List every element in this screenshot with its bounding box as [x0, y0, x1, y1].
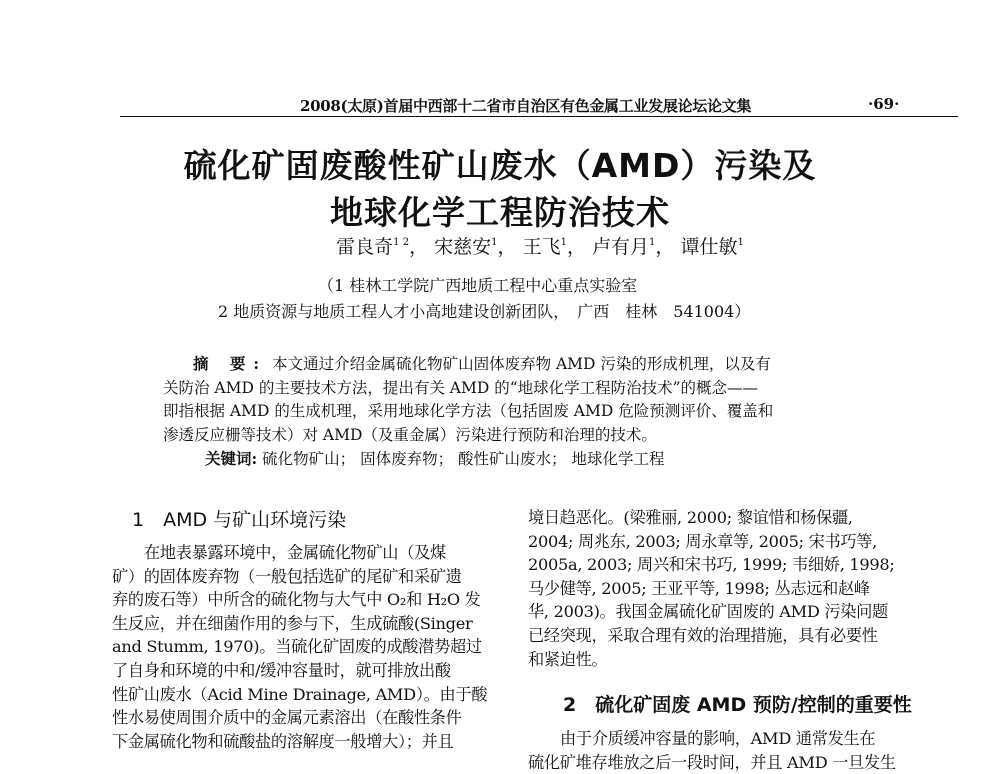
author-name: 宋慈安 — [434, 236, 492, 258]
right-column-body — [528, 506, 928, 671]
author-affil-mark: 1 — [491, 237, 498, 248]
body-line: 马少健等, 2005; 王亚平等, 1998; 丛志远和赵峰 — [528, 578, 870, 598]
body-line: 华, 2003)。我国金属硫化矿固废的 AMD 污染问题 — [528, 602, 888, 622]
body-line: 了自身和环境的中和/缓冲容量时，就可排放出酸 — [112, 660, 451, 680]
body-line: 矿）的固体废弃物（一般包括选矿的尾矿和采矿遗 — [112, 566, 462, 586]
body-line: 2004; 周兆东, 2003; 周永章等, 2005; 宋书巧等, — [528, 531, 877, 551]
section-2-body — [528, 727, 928, 774]
author-list: 雷良奇$^{1 2}$， 宋慈安$^1$， 王飞$^1$， 卢有月$^1$， 谭仕敏$^1$ — [336, 236, 744, 258]
keywords-label: 关键词: — [205, 449, 258, 468]
body-line: 已经突现，采取合理有效的治理措施，具有必要性 — [528, 625, 878, 645]
section-1-heading: 1 AMD 与矿山环境污染 — [132, 509, 347, 531]
author-name: 雷良奇 — [336, 236, 394, 258]
section-1-body — [112, 541, 497, 753]
author-name: 卢有月 — [592, 236, 650, 258]
body-line: 性矿山废水（Acid Mine Drainage, AMD）。由于酸 — [112, 684, 488, 704]
body-line: 性水易使周围介质中的金属元素溶出（在酸性条件 — [112, 708, 462, 728]
abstract-line: 即指根据 AMD 的生成机理，采用地球化学方法（包括固废 AMD 危险预测评价、覆盖和 — [163, 402, 774, 420]
body-line: and Stumm, 1970)。当硫化矿固废的成酸潜势超过 — [112, 637, 482, 657]
affiliation-line-2: 2 地质资源与地质工程人才小高地建设创新团队， 广西 桂林 541004） — [218, 302, 751, 321]
author-affil-mark: 1 — [649, 237, 656, 248]
abstract-line — [163, 352, 853, 377]
paper-title-line-1: 硫化矿固废酸性矿山废水（AMD）污染及 — [183, 146, 817, 185]
author-affil-mark: 1 2 — [393, 237, 410, 248]
keywords-text: 硫化物矿山； 固体废弃物； 酸性矿山废水； 地球化学工程 — [262, 450, 665, 468]
running-header: 2008(太原)首届中西部十二省市自治区有色金属工业发展论坛论文集 — [300, 97, 752, 115]
paper-title-line-2: 地球化学工程防治技术 — [330, 193, 670, 232]
abstract-line: 关防治 AMD 的主要技术方法，提出有关 AMD 的“地球化学工程防治技术”的概念—— — [163, 378, 759, 397]
body-line: 生反应，并在细菌作用的参与下，生成硫酸(Singer — [112, 613, 473, 633]
affiliation-line-1: （1 桂林工学院广西地质工程中心重点实验室 — [318, 276, 638, 295]
author-name: 王飞 — [522, 236, 561, 258]
body-line: 下金属硫化物和硫酸盐的溶解度一般增大）；并且 — [112, 731, 454, 751]
body-line: 硫化矿堆存堆放之后一段时间，并且 AMD 一旦发生 — [528, 752, 896, 772]
abstract-label: 摘 要: — [193, 354, 268, 373]
author-name: 谭仕敏 — [680, 236, 738, 258]
body-line: 在地表暴露环境中，金属硫化物矿山（及煤 — [144, 543, 446, 562]
body-line: 由于介质缓冲容量的影响，AMD 通常发生在 — [560, 729, 876, 748]
author-affil-mark: 1 — [560, 237, 567, 248]
keywords-line — [163, 447, 853, 472]
body-line: 境日趋恶化。(梁雅丽, 2000; 黎谊惜和杨保疆, — [528, 508, 853, 527]
body-line: 弃的废石等）中所含的硫化物与大气中 O₂和 H₂O 发 — [112, 590, 481, 610]
author-affil-mark: 1 — [737, 237, 744, 248]
section-2-heading: 2 硫化矿固废 AMD 预防/控制的重要性 — [563, 694, 912, 716]
body-line: 和紧迫性。 — [528, 649, 608, 669]
abstract-line: 渗透反应栅等技术）对 AMD（及重金属）污染进行预防和治理的技术。 — [163, 425, 657, 444]
header-rule — [120, 116, 958, 117]
abstract-text: 本文通过介绍金属硫化物矿山固体废弃物 AMD 污染的形成机理，以及有 — [272, 355, 771, 373]
page-number: ·69· — [868, 95, 900, 113]
body-line: 2005a, 2003; 周兴和宋书巧, 1999; 韦细娇, 1998; — [528, 555, 895, 575]
abstract — [163, 352, 853, 472]
